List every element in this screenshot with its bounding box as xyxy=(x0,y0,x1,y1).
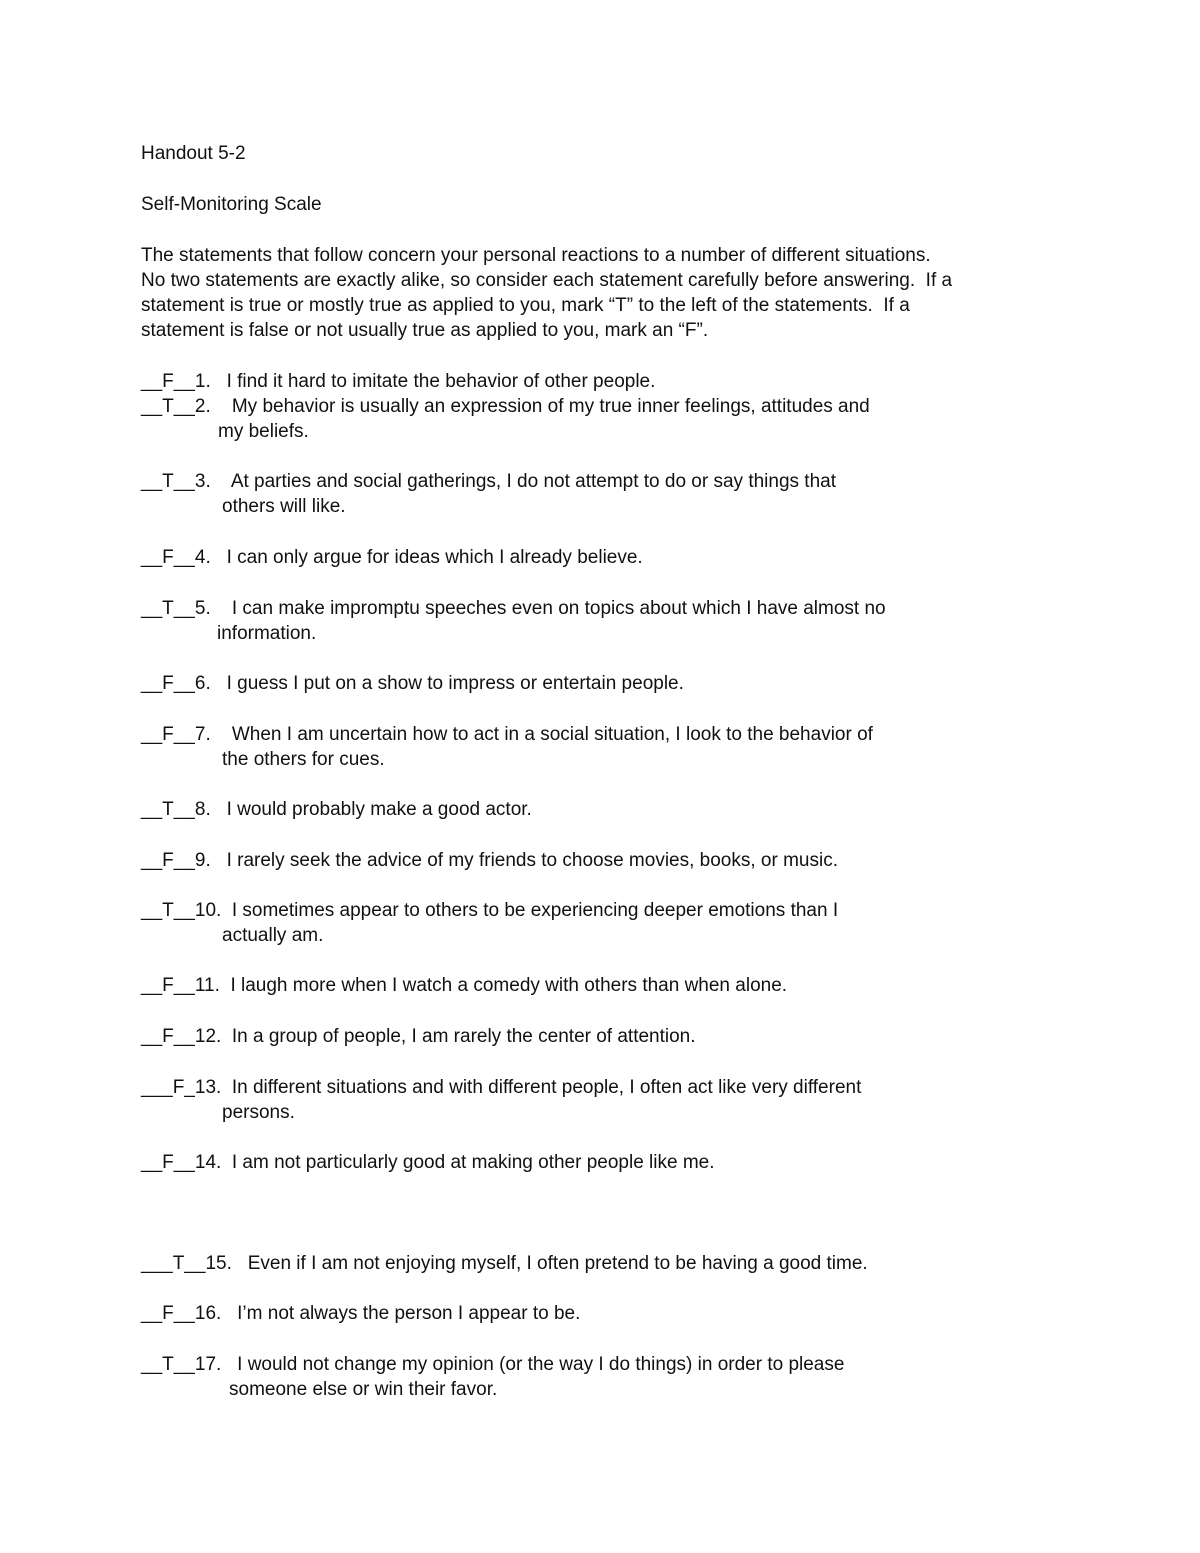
statement-text: Even if I am not enjoying myself, I often pretend to be having a good time. xyxy=(247,1253,868,1274)
answer-prefix: __F__4. xyxy=(141,547,211,568)
statement-item-14 xyxy=(141,1150,1041,1175)
statement-item-3 xyxy=(141,469,1041,519)
statement-text: I would not change my opinion (or the way I do things) in order to please xyxy=(237,1354,845,1375)
statement-item-16 xyxy=(141,1301,1041,1326)
statement-continuation: persons. xyxy=(222,1102,295,1123)
statement-item-17 xyxy=(141,1352,1041,1402)
answer-prefix: __F__12. xyxy=(141,1026,222,1047)
answer-prefix: ___T__15. xyxy=(141,1253,232,1274)
answer-prefix: __F__9. xyxy=(141,850,211,871)
answer-prefix: __F__6. xyxy=(141,673,211,694)
answer-prefix: __T__5. xyxy=(141,598,211,619)
statement-text: I can make impromptu speeches even on topics about which I have almost no xyxy=(231,598,886,619)
statement-text: I sometimes appear to others to be experiencing deeper emotions than I xyxy=(231,900,839,921)
answer-prefix: __F__7. xyxy=(141,724,211,745)
statement-item-6 xyxy=(141,671,1041,696)
intro-line: statement is true or mostly true as applied to you, mark “T” to the left of the statements. If a xyxy=(141,295,910,316)
statement-item-13 xyxy=(141,1075,1041,1125)
intro-line: No two statements are exactly alike, so consider each statement carefully before answering. If a xyxy=(141,270,953,291)
statement-item-1 xyxy=(141,369,1041,394)
intro-line: The statements that follow concern your personal reactions to a number of different situations. xyxy=(141,245,931,266)
statement-text: I laugh more when I watch a comedy with others than when alone. xyxy=(230,975,788,996)
statement-text: I guess I put on a show to impress or entertain people. xyxy=(226,673,684,694)
statement-text: At parties and social gatherings, I do not attempt to do or say things that xyxy=(230,471,837,492)
statement-text: My behavior is usually an expression of my true inner feelings, attitudes and xyxy=(231,396,870,417)
intro-paragraph xyxy=(141,243,1071,343)
statement-item-8 xyxy=(141,797,1041,822)
answer-prefix: __F__1. xyxy=(141,371,211,392)
statement-text: When I am uncertain how to act in a social situation, I look to the behavior of xyxy=(231,724,873,745)
answer-prefix: __T__2. xyxy=(141,396,211,417)
statement-text: I’m not always the person I appear to be. xyxy=(237,1303,581,1324)
statement-continuation: the others for cues. xyxy=(222,749,385,770)
statement-continuation: information. xyxy=(217,623,317,644)
statement-item-9 xyxy=(141,848,1041,873)
answer-prefix: __F__11. xyxy=(141,975,220,996)
statement-item-5 xyxy=(141,596,1041,646)
statement-text: I find it hard to imitate the behavior of other people. xyxy=(226,371,656,392)
page-title: Self-Monitoring Scale xyxy=(141,194,322,215)
statement-item-15 xyxy=(141,1251,1041,1276)
intro-line: statement is false or not usually true as applied to you, mark an “F”. xyxy=(141,320,709,341)
statement-continuation: my beliefs. xyxy=(218,421,309,442)
answer-prefix: ___F_13. xyxy=(141,1077,222,1098)
answer-prefix: __T__10. xyxy=(141,900,222,921)
answer-prefix: __F__14. xyxy=(141,1152,222,1173)
answer-prefix: __T__8. xyxy=(141,799,211,820)
answer-prefix: __T__17. xyxy=(141,1354,222,1375)
handout-label: Handout 5-2 xyxy=(141,143,246,164)
statement-item-4 xyxy=(141,545,1041,570)
statement-text: I can only argue for ideas which I already believe. xyxy=(226,547,643,568)
statement-text: In different situations and with different people, I often act like very different xyxy=(231,1077,862,1098)
statement-item-10 xyxy=(141,898,1041,948)
statement-item-2 xyxy=(141,394,1041,444)
statement-item-11 xyxy=(141,973,1041,998)
statement-text: I am not particularly good at making other people like me. xyxy=(231,1152,715,1173)
answer-prefix: __F__16. xyxy=(141,1303,222,1324)
statement-item-7 xyxy=(141,722,1041,772)
statement-text: I rarely seek the advice of my friends to choose movies, books, or music. xyxy=(226,850,839,871)
statement-text: I would probably make a good actor. xyxy=(226,799,532,820)
statement-item-12 xyxy=(141,1024,1041,1049)
statement-continuation: actually am. xyxy=(222,925,324,946)
statement-text: In a group of people, I am rarely the center of attention. xyxy=(231,1026,696,1047)
answer-prefix: __T__3. xyxy=(141,471,211,492)
statement-continuation: someone else or win their favor. xyxy=(229,1379,498,1400)
statement-continuation: others will like. xyxy=(222,496,346,517)
